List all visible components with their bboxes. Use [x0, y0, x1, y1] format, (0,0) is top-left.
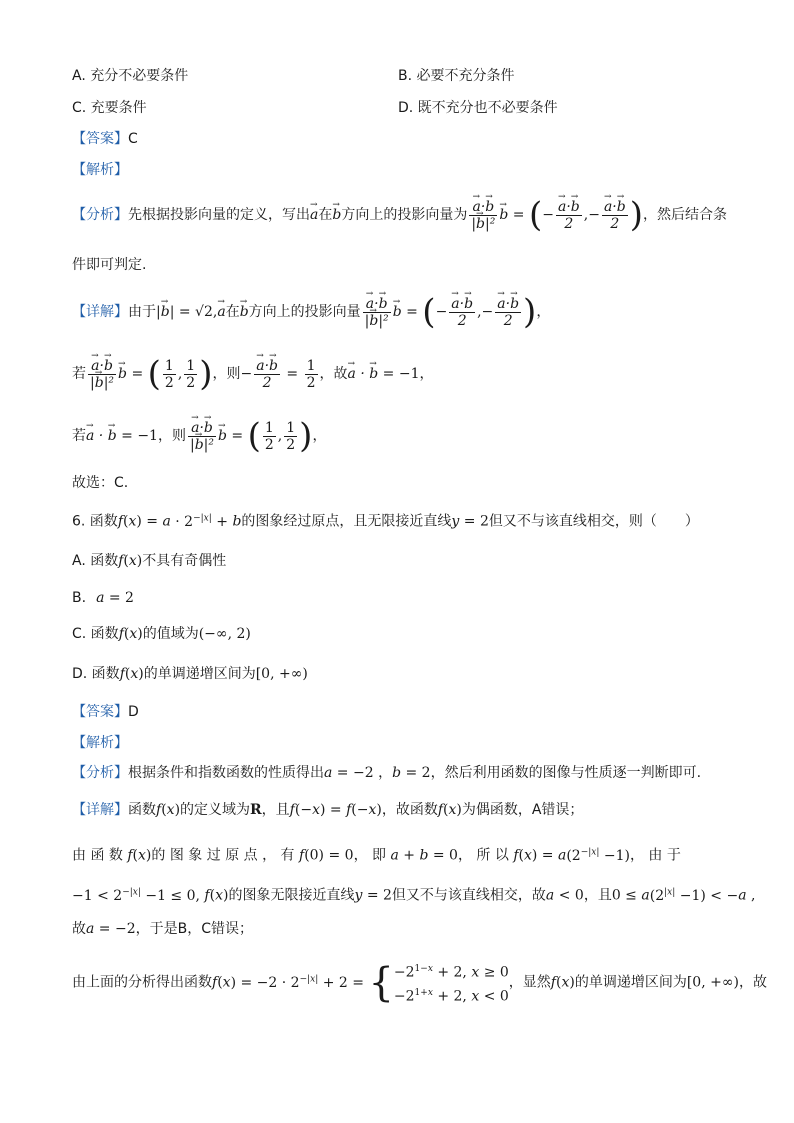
q6-option-c: C. 函数f(x)的值域为(−∞, 2) — [72, 626, 251, 642]
detail-text: ，且 — [261, 802, 290, 818]
q5-answer — [72, 129, 138, 149]
option-text: C. 函数 — [72, 626, 119, 642]
q5-fenxi-cont: 件即可判定. — [72, 257, 147, 273]
option-text: 的单调递增区间为 — [143, 666, 256, 682]
answer-tag: 【答案】 — [72, 704, 128, 720]
q6-fenxi: 【分析】根据条件和指数函数的性质得出a = −2 ，b = 2，然后利用函数的图像与性质逐一判断即可. — [72, 765, 702, 781]
answer-tag: 【答案】 — [72, 131, 128, 147]
detail-text: 但又不与该直线相交，故 — [391, 887, 546, 904]
detail-text: ，故 — [738, 974, 767, 991]
xiangjie-text: 若 — [72, 366, 86, 382]
q6-detail-line3: $-1 < 2^{-|x|} -1 \le 0$, f(x)的图象无限接近直线y = 2但又不与该直线相交，故a < 0，且$0 \le a(2^{|x|} -1) < -a$ , — [72, 887, 756, 904]
q6-detail-line2: 由 函 数 f(x)的 图 象 过 原 点 ， 有 f(0) = 0， 即 a + b = 0， 所 以 $f(x) = a(2^{-|x|} -1)$， 由 于 — [72, 847, 681, 864]
q6-option-a: A. 函数f(x)不具有奇偶性 — [72, 553, 227, 569]
fenxi-text: 先根据投影向量的定义，写出 — [128, 207, 310, 223]
detail-text: 故 — [72, 921, 86, 937]
detail-text: ，故函数 — [381, 802, 438, 818]
fenxi-tag: 【分析】 — [72, 765, 128, 781]
q5-xiangjie-line3: 若→ a · → b = −1，则 → $\frac{a\cdot\to b}{\text{|→ b|²}}$ → b = ( $\frac{1}{2}$ , $\frac{1}{2}$ )， — [72, 412, 326, 460]
q6-option-b: B. a = 2 — [72, 590, 134, 606]
q6-option-d: D. 函数f(x)的单调递增区间为[0, +∞) — [72, 666, 308, 682]
xiangjie-tag: 【详解】 — [72, 802, 128, 818]
detail-text: ，显然 — [508, 974, 551, 991]
xiangjie-text: ，故 — [319, 366, 348, 382]
q5-xiangjie-line1: 【详解】由于|→ b| = √2,→ a在→ b方向上的投影向量 → $\frac{a\cdot\to b}{\text{|→ b|²}}$ → b = (− → $\frac{a\cdot\to b}{2}$ ,− → $\frac{a\cdot\to b}{2}$ )， — [72, 288, 550, 336]
q5-option-d: D. 既不充分也不必要条件 — [398, 100, 558, 116]
option-text: D. 函数 — [72, 666, 120, 682]
q5-analysis-tag: 【解析】 — [72, 162, 128, 178]
q6-detail-line1: 【详解】函数f(x)的定义域为R，且f(−x) = f(−x)，故函数f(x)为偶函数，A错误； — [72, 802, 584, 818]
detail-text: 为偶函数，A错误； — [461, 802, 584, 818]
q6-detail-line5: 由上面的分析得出函数$f(x) = -2 \cdot 2^{-|x|} + 2$ = { $-2^{1-x} + 2$, x ≥ 0 $-2^{1+x} + 2$, x < 0 ，显然f(x)的单调递增区间为[0, +∞)，故 — [72, 959, 767, 1006]
detail-text: ， 所 以 — [457, 847, 509, 864]
detail-text: 的单调递增区间为 — [574, 974, 687, 991]
answer-value: D — [128, 704, 139, 720]
option-text: A. 函数 — [72, 553, 119, 569]
xiangjie-text: 方向上的投影向量 — [248, 304, 361, 320]
q6-stem-text: 6. 函数 — [72, 513, 118, 530]
xiangjie-text: ，则 — [157, 428, 186, 444]
answer-value: C — [128, 131, 138, 147]
q6-answer — [72, 702, 139, 722]
detail-text: 函数 — [128, 802, 156, 818]
fenxi-text: ，然后结合条 — [642, 207, 727, 223]
q5-xiangjie-line2: 若 → $\frac{a\cdot\to b}{\text{|→ b|²}}$ → b = ( $\frac{1}{2}$ , $\frac{1}{2}$ )，则− → $\frac{a\cdot\to b}{2}$ = $\frac{1}{2}$ ，故→ a · → b = −1， — [72, 350, 434, 398]
xiangjie-tag: 【详解】 — [72, 304, 128, 320]
xiangjie-text: 在 — [225, 304, 240, 320]
q5-fenxi: 【分析】先根据投影向量的定义，写出→ a在→ b方向上的投影向量为 → $\frac{a\cdot\to b}{\text{|→ b|²}}$ → b = (− → $\frac{a\cdot\to b}{2}$ ,− → $\frac{a\cdot\to b}{2}$ )，然后结合条 — [72, 190, 727, 240]
fenxi-text: 在 — [318, 207, 333, 223]
detail-text: 的图象无限接近直线 — [228, 887, 355, 904]
detail-text: ， 由 于 — [629, 847, 681, 864]
detail-text: 的 图 象 过 原 点 ， 有 — [151, 847, 295, 864]
detail-text: 的定义域为 — [180, 802, 251, 818]
projection-formula: → $\frac{a\cdot\to b}{\text{|→ b|²}}$ — [469, 199, 497, 232]
fenxi-text: 根据条件和指数函数的性质得出 — [128, 765, 324, 781]
q6-stem-text: 但又不与该直线相交，则（ ） — [488, 513, 699, 530]
fenxi-tag: 【分析】 — [72, 207, 128, 223]
option-text: 的值域为 — [142, 626, 199, 642]
option-text: 不具有奇偶性 — [142, 553, 227, 569]
xiangjie-text: ，则 — [212, 366, 241, 382]
fenxi-text: ，然后利用函数的图像与性质逐一判断即可. — [430, 765, 702, 781]
q6-stem-text: 的图象经过原点，且无限接近直线 — [241, 513, 452, 530]
xiangjie-text: 由于 — [128, 304, 156, 320]
detail-text: ，且 — [583, 887, 612, 904]
detail-text: ，于是B，C错误； — [135, 921, 254, 937]
option-text: B. — [72, 590, 87, 606]
detail-text: 由 函 数 — [72, 847, 123, 864]
xiangjie-text: 若 — [72, 428, 86, 444]
detail-text: 由上面的分析得出函数 — [72, 974, 212, 991]
q6-detail-line4: 故a = −2，于是B，C错误； — [72, 921, 254, 937]
q6-analysis-tag: 【解析】 — [72, 735, 128, 751]
q5-option-a: A. 充分不必要条件 — [72, 68, 189, 84]
detail-text: ， 即 — [353, 847, 387, 864]
q5-option-b: B. 必要不充分条件 — [398, 68, 515, 84]
q5-choose: 故选：C. — [72, 475, 129, 491]
fenxi-text: 方向上的投影向量为 — [341, 207, 468, 223]
q6-stem: 6. 函数$f(x) = a \cdot 2^{-|x|} + b$的图象经过原点，且无限接近直线y = 2但又不与该直线相交，则（ ） — [72, 513, 699, 530]
q5-option-c: C. 充要条件 — [72, 100, 147, 116]
